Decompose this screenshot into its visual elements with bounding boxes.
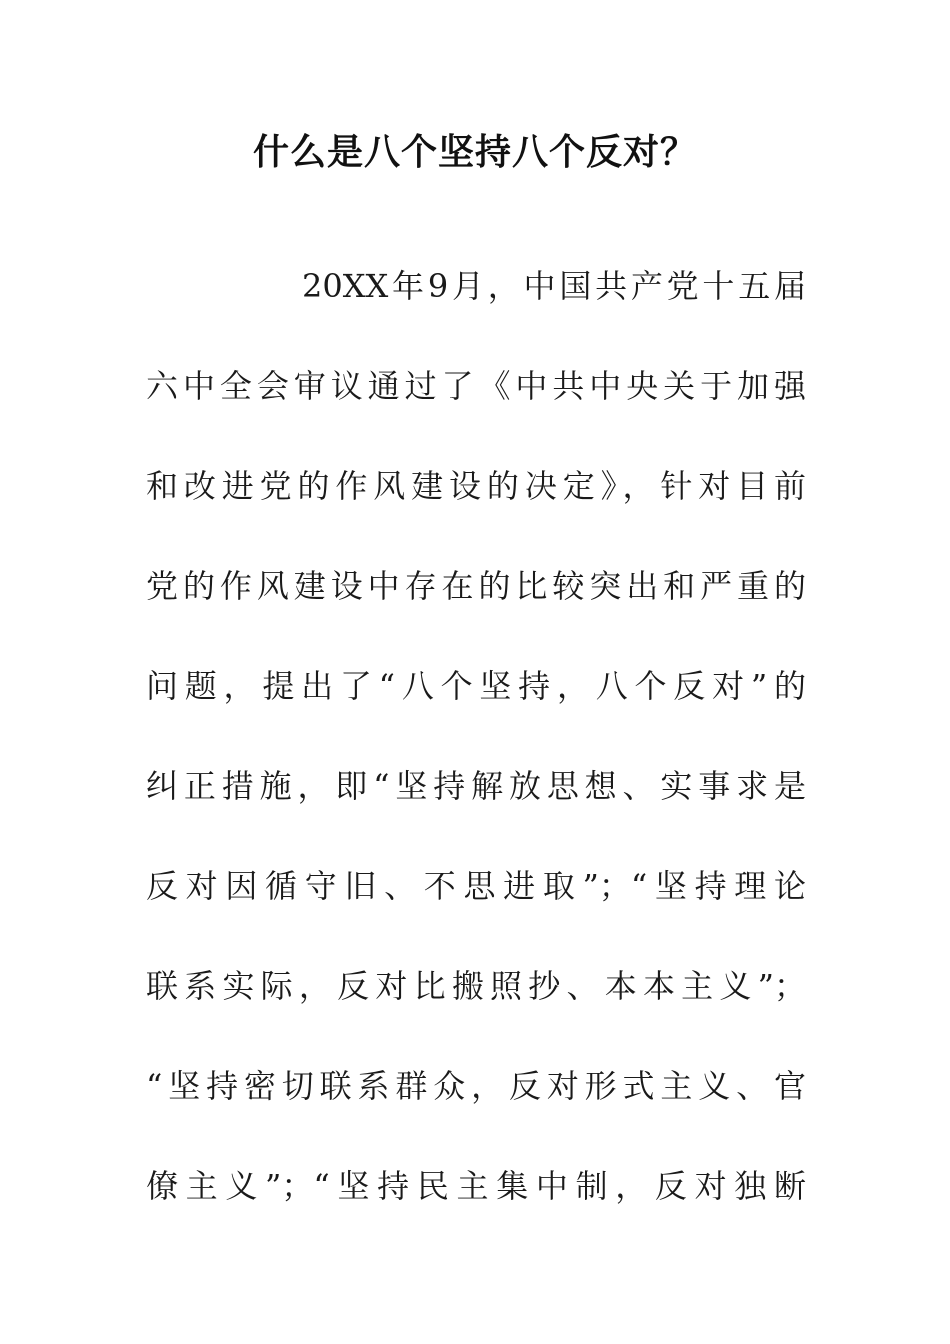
- body-line: 20XX年9月，中国共产党十五届: [302, 267, 806, 305]
- body-line: 问题，提出了“八个坚持，八个反对”的: [146, 667, 806, 705]
- body-line: 纠正措施，即“坚持解放思想、实事求是: [146, 767, 806, 805]
- document-title: 什么是八个坚持八个反对？: [252, 131, 697, 173]
- body-line: 联系实际，反对比搬照抄、本本主义”；: [146, 967, 806, 1005]
- body-line: 僚主义”；“坚持民主集中制，反对独断: [146, 1167, 806, 1205]
- body-line: “坚持密切联系群众，反对形式主义、官: [146, 1067, 806, 1105]
- body-line: 反对因循守旧、不思进取”；“坚持理论: [146, 867, 806, 905]
- body-line: 六中全会审议通过了《中共中央关于加强: [146, 367, 806, 405]
- body-line: 党的作风建设中存在的比较突出和严重的: [146, 567, 806, 605]
- body-line: 和改进党的作风建设的决定》，针对目前: [146, 467, 806, 505]
